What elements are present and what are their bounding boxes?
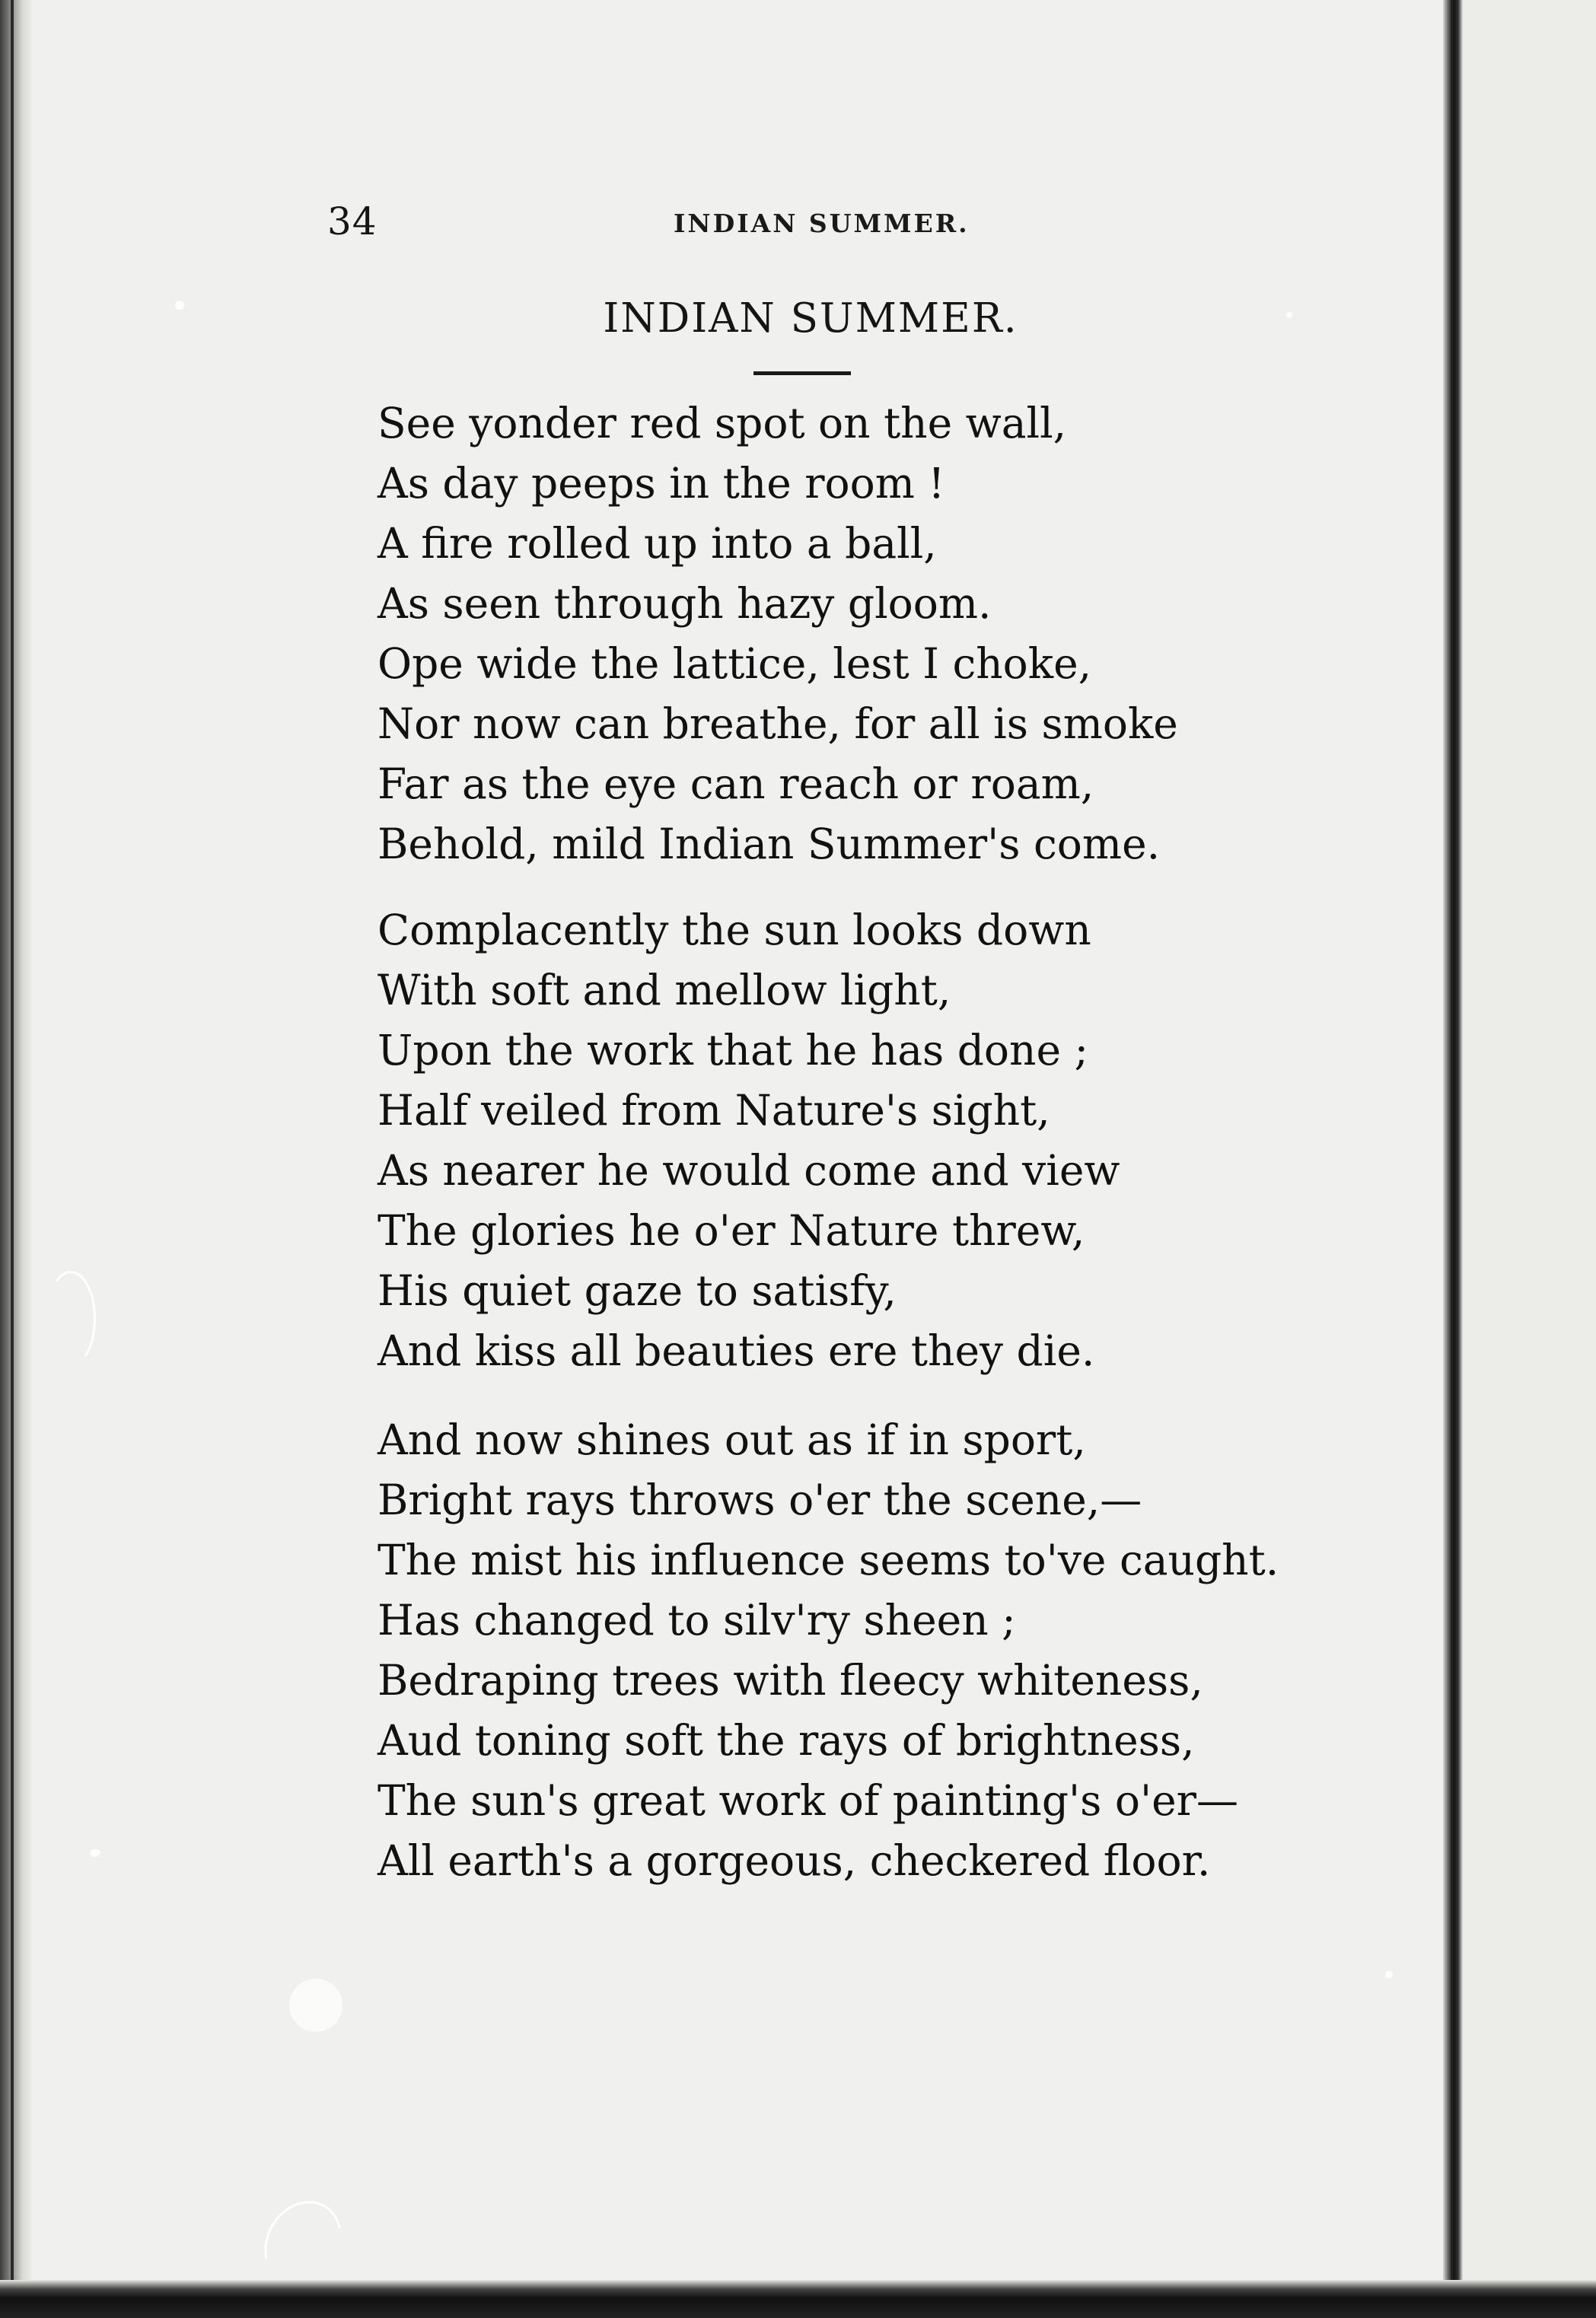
- poem-line: And now shines out as if in sport,: [377, 1415, 1086, 1464]
- poem-line: His quiet gaze to satisfy,: [377, 1266, 897, 1315]
- page-gutter: [1443, 0, 1463, 2318]
- poem-line: See yonder red spot on the wall,: [377, 399, 1067, 447]
- poem-line: As day peeps in the room !: [377, 459, 945, 508]
- poem-line: As nearer he would come and view: [377, 1146, 1120, 1195]
- poem-line: And kiss all beauties ere they die.: [377, 1326, 1095, 1375]
- gutter-line: [1451, 0, 1453, 2318]
- scan-speck: [289, 1979, 342, 2032]
- running-head: [327, 199, 989, 245]
- poem-line: Bedraping trees with fleecy whiteness,: [377, 1656, 1203, 1705]
- poem-line: Complacently the sun looks down: [377, 906, 1091, 954]
- poem-line: The mist his influence seems to've caught.: [377, 1536, 1279, 1584]
- poem-line: All earth's a gorgeous, checkered floor.: [377, 1836, 1211, 1885]
- poem-line: Far as the eye can reach or roam,: [377, 759, 1094, 808]
- adjacent-page-strip: [1463, 0, 1596, 2318]
- poem-line: Ope wide the lattice, lest I choke,: [377, 639, 1092, 688]
- page-number: 34: [327, 199, 377, 244]
- scan-speck: [90, 1849, 100, 1857]
- poem-line: With soft and mellow light,: [377, 966, 951, 1014]
- poem-line: As seen through hazy gloom.: [377, 579, 992, 628]
- poem-line: Nor now can breathe, for all is smoke: [377, 699, 1178, 748]
- bottom-shadow: [0, 2280, 1596, 2318]
- scan-smudge: [46, 1271, 96, 1367]
- scan-speck: [175, 301, 184, 310]
- scan-speck: [1385, 1971, 1393, 1979]
- poem-line: Aud toning soft the rays of brightness,: [377, 1716, 1195, 1765]
- poem-line: Behold, mild Indian Summer's come.: [377, 820, 1161, 868]
- poem-line: The glories he o'er Nature threw,: [377, 1206, 1085, 1255]
- running-title: INDIAN SUMMER.: [674, 209, 970, 238]
- title-rule: [753, 371, 851, 375]
- binding-edge: [0, 0, 32, 2318]
- poem-line: A fire rolled up into a ball,: [377, 519, 937, 568]
- poem-line: Half veiled from Nature's sight,: [377, 1086, 1050, 1135]
- stanza-3: [377, 1410, 1367, 1891]
- poem-title: INDIAN SUMMER.: [603, 295, 1018, 342]
- poem-line: The sun's great work of painting's o'er—: [377, 1776, 1238, 1825]
- binding-edge-line: [11, 0, 14, 2318]
- poem-line: Bright rays throws o'er the scene,—: [377, 1476, 1142, 1524]
- scan-speck: [1286, 312, 1292, 318]
- poem-line: Upon the work that he has done ;: [377, 1026, 1089, 1075]
- stanza-2: [377, 900, 1367, 1381]
- stanza-1: [377, 393, 1367, 874]
- poem-line: Has changed to silv'ry sheen ;: [377, 1596, 1016, 1645]
